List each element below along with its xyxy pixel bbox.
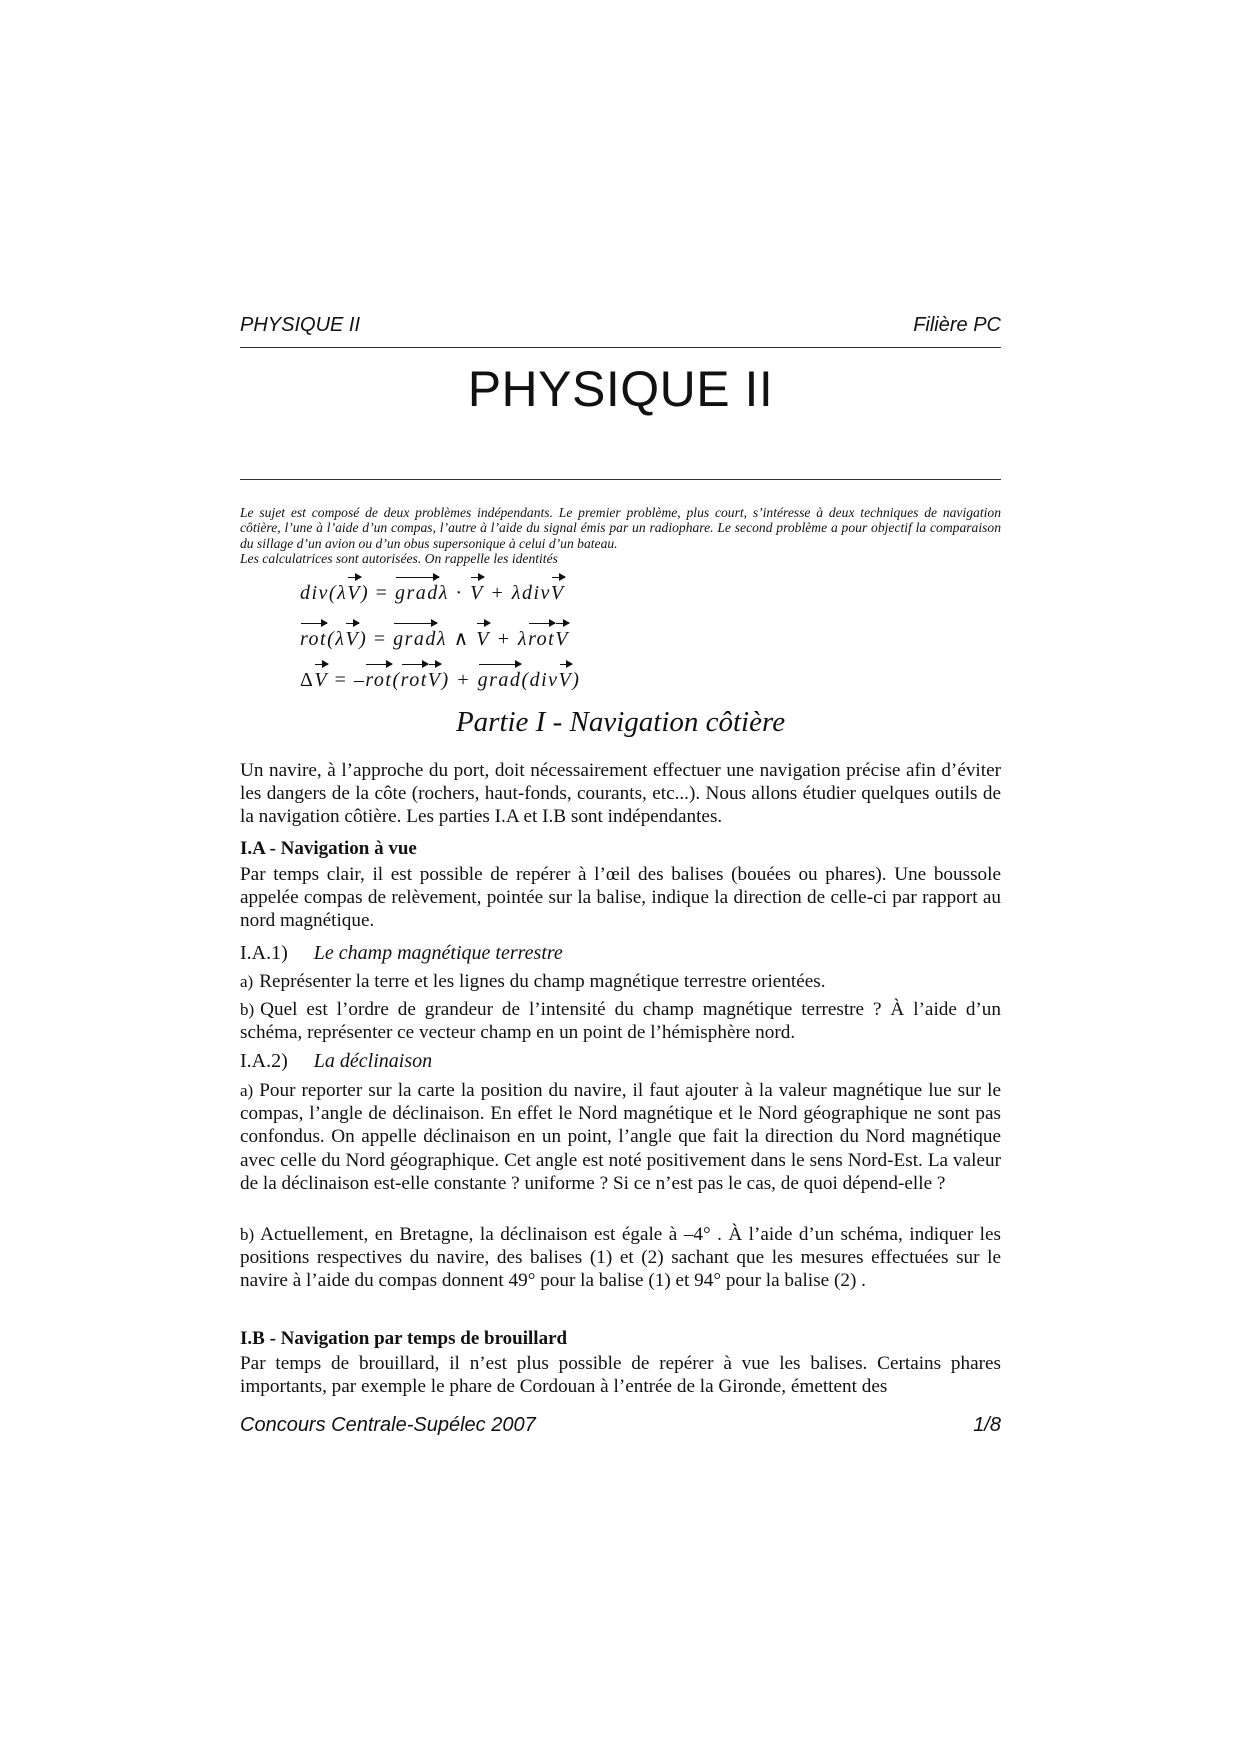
vector-rot: rot <box>300 628 328 650</box>
eq1-part: div(λ <box>300 582 348 604</box>
eq1-part: ) <box>360 582 370 604</box>
vector-v: V <box>476 628 490 650</box>
eq3-part: (div <box>521 669 559 691</box>
question-ia1b <box>240 998 1001 1044</box>
eq2-part: ∧ <box>447 628 477 650</box>
vector-v: V <box>555 628 569 650</box>
vector-v: V <box>558 669 573 691</box>
vector-grad: grad <box>394 582 439 604</box>
intro-text: Le sujet est composé de deux problèmes indépendants. Le premier problème, plus court, s’intéresse à deux techniques de navigation côtière, l’une à l’aide d’un compas, l’autre à l’aide du signal émis par un radiophare. Le second problème a pour objectif la comparaison du sillage d’un avion ou d’un obus supersonique à celui d’un bateau. <box>240 505 1001 551</box>
question-text: Actuellement, en Bretagne, la déclinaison est égale à –4° . À l’aide d’un schéma, indiquer les positions respectives du navire, des balises (1) et (2) sachant que les mesures effectuées sur le navire à l’aide du compas donnent 49° pour la balise (1) et 94° pour la balise (2) . <box>240 1224 1001 1292</box>
subsection-number: I.A.1) <box>240 942 288 964</box>
paragraph-brouillard: Par temps de brouillard, il n’est plus possible de repérer à vue les balises. Certains phares importants, par exemple le phare de Cordouan à l’entrée de la Gironde, émettent des <box>240 1353 1001 1398</box>
section-heading-b: I.B - Navigation par temps de brouillard <box>240 1328 568 1349</box>
eq2-part: (λ <box>327 628 346 650</box>
page-number: 1/8 <box>973 1414 1001 1436</box>
question-ia1a <box>240 970 1001 993</box>
vector-v: V <box>470 582 484 604</box>
eq3-part: ( <box>392 669 401 691</box>
subsection-ia2 <box>240 1050 432 1073</box>
question-ia2a <box>240 1079 1001 1195</box>
paragraph-navigation-a-vue: Par temps clair, il est possible de repérer à l’œil des balises (bouées ou phares). Une boussole appelée compas de relèvement, pointée sur la balise, indique la direction de celle-ci par rapport au nord magnétique. <box>240 864 1001 932</box>
vector-grad: grad <box>477 669 522 691</box>
intro-calculators: Les calculatrices sont autorisées. On rappelle les identités <box>240 551 558 567</box>
question-text: Quel est l’ordre de grandeur de l’intensité du champ magnétique terrestre ? À l’aide d’un schéma, représenter ce vecteur champ en un point de l’hémisphère nord. <box>240 999 1001 1044</box>
subsection-title: Le champ magnétique terrestre <box>313 942 563 964</box>
intro-note <box>240 505 1001 567</box>
vector-v: V <box>427 669 442 691</box>
vector-v: V <box>314 669 329 691</box>
question-label: b) <box>240 1000 255 1019</box>
header-rule <box>240 347 1001 348</box>
vector-grad: grad <box>393 628 437 650</box>
eq2-part: + λ <box>489 628 529 650</box>
eq2-part: = <box>367 628 394 650</box>
eq2-part: ) <box>359 628 368 650</box>
vector-rot: rot <box>528 628 556 650</box>
eq1-part: + λdiv <box>483 582 551 604</box>
question-text: Représenter la terre et les lignes du champ magnétique terrestre orientées. <box>259 971 826 992</box>
part-title: Partie I - Navigation côtière <box>455 706 786 738</box>
question-text: Pour reporter sur la carte la position du navire, il faut ajouter à la valeur magnétique lue sur le compas, l’angle de déclinaison. En effet le Nord magnétique et le Nord géographique ne sont pas confondus. On appelle déclinaison en un point, l’angle que fait la direction du Nord magnétique avec celle du Nord géographique. Cet angle est noté positivement dans le sens Nord-Est. La valeur de la déclinaison est-elle constante ? uniforme ? Si ce n’est pas le cas, de quoi dépend-elle ? <box>240 1080 1001 1194</box>
footer-left: Concours Centrale-Supélec 2007 <box>240 1414 536 1436</box>
eq1-part: · <box>448 582 471 604</box>
question-label: b) <box>240 1225 255 1244</box>
title-rule <box>240 479 1001 480</box>
section-heading-a: I.A - Navigation à vue <box>240 838 417 859</box>
subsection-title: La déclinaison <box>313 1050 433 1072</box>
vector-v: V <box>550 582 565 604</box>
header-right: Filière PC <box>913 314 1001 336</box>
eq1-part: λ <box>438 582 449 604</box>
eq3-part: Δ <box>300 669 315 691</box>
vector-rot: rot <box>400 669 428 691</box>
vector-v: V <box>347 582 361 604</box>
subsection-number: I.A.2) <box>240 1050 288 1072</box>
paragraph-intro: Un navire, à l’approche du port, doit nécessairement effectuer une navigation précise afin d’éviter les dangers de la côte (rochers, haut-fonds, courants, etc...). Nous allons étudier quelques outils de la navigation côtière. Les parties I.A et I.B sont indépendantes. <box>240 760 1001 828</box>
eq3-part: ) <box>572 669 581 691</box>
question-ia2b <box>240 1223 1001 1293</box>
running-footer <box>240 1414 1001 1440</box>
question-label: a) <box>240 972 254 991</box>
eq1-part: = <box>369 582 395 604</box>
identity-3 <box>300 669 580 692</box>
running-header <box>240 314 1001 340</box>
eq2-part: λ <box>436 628 448 650</box>
identity-2 <box>300 626 569 651</box>
eq3-part: ) + <box>441 669 478 691</box>
vector-rot: rot <box>365 669 393 691</box>
question-label: a) <box>240 1081 254 1100</box>
vector-v: V <box>345 628 360 650</box>
identity-1 <box>300 582 565 605</box>
subsection-ia1 <box>240 942 563 965</box>
header-left: PHYSIQUE II <box>240 314 361 336</box>
eq3-part: = – <box>328 669 366 691</box>
page-title: PHYSIQUE II <box>467 361 774 417</box>
